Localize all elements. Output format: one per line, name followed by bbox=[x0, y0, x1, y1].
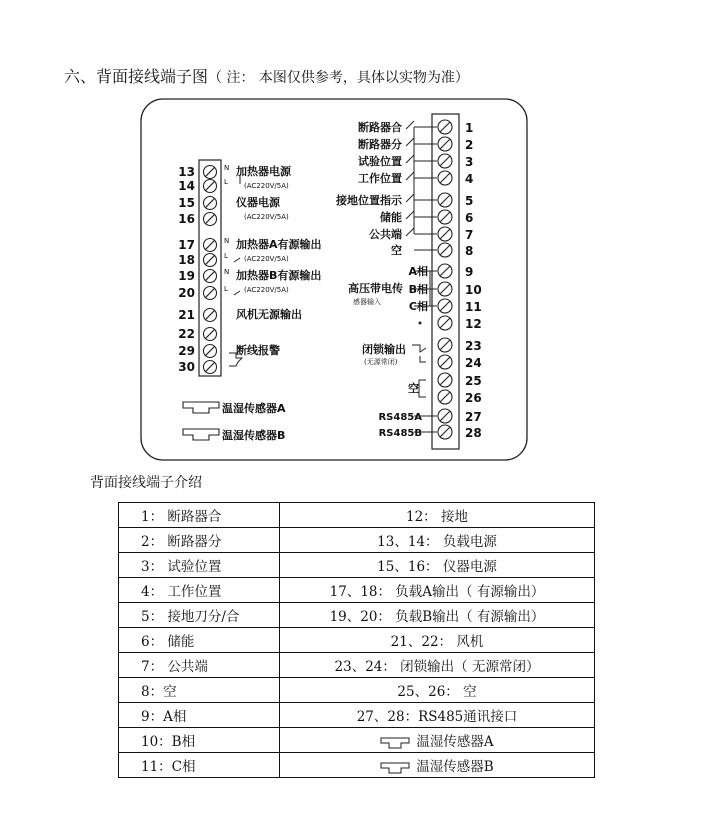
left-terminal-number: 16 bbox=[178, 212, 195, 226]
right-terminal-label: 工作位置 bbox=[358, 172, 402, 185]
hv-sensor-label: 高压带电传 bbox=[348, 282, 403, 295]
hv-sensor-sublabel: 感器输入 bbox=[353, 298, 381, 306]
terminal-function-cell bbox=[280, 753, 595, 778]
left-terminal-sublabel: (AC220V/5A) bbox=[244, 286, 289, 294]
pin-label: N bbox=[224, 164, 230, 172]
left-terminal-label: 断线报警 bbox=[236, 344, 280, 357]
contact-switch-icon bbox=[406, 172, 414, 180]
pin-label: L bbox=[224, 285, 228, 293]
terminal-function-cell bbox=[280, 603, 595, 628]
terminal-function-text: 17、18： 负载A输出（ 有源输出） bbox=[329, 584, 545, 600]
right-terminal-number: 26 bbox=[465, 391, 482, 405]
terminal-number-cell: 7： 公共端 bbox=[119, 653, 280, 678]
screw-slot-icon bbox=[440, 318, 450, 328]
table-row bbox=[119, 578, 595, 603]
right-terminal-number: 12 bbox=[465, 317, 482, 331]
screw-slot-icon bbox=[205, 362, 214, 371]
left-terminal-number: 14 bbox=[178, 179, 195, 193]
left-terminal-number: 13 bbox=[178, 165, 195, 179]
sensor-connector-icon bbox=[183, 429, 219, 440]
terminal-number-cell: 3： 试验位置 bbox=[119, 553, 280, 578]
lock-output-label: 闭锁输出 bbox=[362, 343, 406, 356]
pin-label: L bbox=[224, 252, 228, 260]
terminal-function-text: 27、28：RS485通讯接口 bbox=[356, 709, 518, 725]
left-terminal-number: 22 bbox=[178, 327, 195, 341]
contact-switch-icon bbox=[406, 121, 414, 129]
screw-slot-icon bbox=[205, 329, 214, 338]
screw-slot-icon bbox=[440, 122, 450, 132]
left-terminal-label: 加热器电源 bbox=[236, 165, 291, 178]
screw-slot-icon bbox=[205, 255, 214, 264]
screw-slot-icon bbox=[440, 375, 450, 385]
left-terminal-label: 加热器B有源输出 bbox=[236, 269, 322, 282]
pin-label: L bbox=[224, 178, 228, 186]
right-terminal-number: 6 bbox=[465, 211, 474, 225]
switch-glyph-icon bbox=[234, 291, 240, 295]
screw-slot-icon bbox=[440, 139, 450, 149]
sensor-connector-icon bbox=[183, 402, 219, 413]
screw-slot-icon bbox=[440, 245, 450, 255]
screw-slot-icon bbox=[205, 198, 214, 207]
terminal-function-cell bbox=[280, 653, 595, 678]
right-terminal-label: RS485A bbox=[378, 412, 422, 423]
right-terminal-label: B相 bbox=[408, 283, 428, 296]
terminal-function-text: 23、24： 闭锁输出（ 无源常闭） bbox=[334, 659, 540, 675]
empty-terminal-label: 空 bbox=[408, 382, 419, 395]
left-terminal-number: 30 bbox=[178, 360, 195, 374]
terminal-function-cell bbox=[280, 628, 595, 653]
screw-slot-icon bbox=[440, 411, 450, 421]
screw-slot-icon bbox=[440, 340, 450, 350]
screw-slot-icon bbox=[205, 346, 214, 355]
left-terminal-number: 15 bbox=[178, 196, 195, 210]
contact-switch-icon bbox=[406, 228, 414, 236]
table-row bbox=[119, 728, 595, 753]
screw-slot-icon bbox=[440, 301, 450, 311]
right-terminal-label: 储能 bbox=[380, 211, 402, 224]
left-terminal-number: 21 bbox=[178, 308, 195, 322]
right-terminal-number: 9 bbox=[465, 265, 474, 279]
terminal-function-cell bbox=[280, 578, 595, 603]
terminal-function-text: 温湿传感器B bbox=[416, 759, 494, 775]
terminal-function-text: 13、14： 负载电源 bbox=[377, 534, 497, 550]
contact-switch-icon bbox=[406, 211, 414, 219]
heading-main: 六、背面接线端子图 bbox=[64, 67, 209, 86]
terminal-number-cell: 1： 断路器合 bbox=[119, 503, 280, 528]
terminal-function-cell bbox=[280, 703, 595, 728]
right-terminal-number: 28 bbox=[465, 426, 482, 440]
left-terminal-sublabel: (AC220V/5A) bbox=[244, 182, 289, 190]
left-terminal-number: 29 bbox=[178, 344, 195, 358]
terminal-number-cell: 8：空 bbox=[119, 678, 280, 703]
terminal-function-cell bbox=[280, 528, 595, 553]
screw-slot-icon bbox=[440, 229, 450, 239]
left-terminal-number: 20 bbox=[178, 286, 195, 300]
terminal-number-cell: 5： 接地刀分/合 bbox=[119, 603, 280, 628]
right-terminal-number: 3 bbox=[465, 155, 474, 169]
terminal-function-text: 19、20： 负载B输出（ 有源输出） bbox=[329, 609, 545, 625]
screw-slot-icon bbox=[205, 288, 214, 297]
left-terminal-sublabel: (AC220V/5A) bbox=[244, 255, 289, 263]
terminal-function-text: 12： 接地 bbox=[406, 509, 468, 525]
right-terminal-label: 空 bbox=[391, 244, 402, 257]
left-terminal-number: 17 bbox=[178, 238, 195, 252]
screw-slot-icon bbox=[205, 214, 214, 223]
pin-label: N bbox=[224, 268, 230, 276]
table-title: 背面接线端子介绍 bbox=[90, 475, 202, 491]
lock-output-sublabel: (无源常闭) bbox=[364, 358, 398, 366]
right-terminal-number: 24 bbox=[465, 356, 482, 370]
terminal-number-cell: 6： 储能 bbox=[119, 628, 280, 653]
right-terminal-label: A相 bbox=[408, 265, 428, 278]
screw-slot-icon bbox=[205, 181, 214, 190]
terminal-function-text: 21、22： 风机 bbox=[390, 634, 484, 650]
screw-slot-icon bbox=[440, 266, 450, 276]
table-row bbox=[119, 503, 595, 528]
right-terminal-number: 23 bbox=[465, 339, 482, 353]
screw-slot-icon bbox=[440, 212, 450, 222]
right-terminal-number: 10 bbox=[465, 283, 482, 297]
right-terminal-number: 2 bbox=[465, 138, 474, 152]
left-terminals bbox=[178, 164, 321, 374]
terminal-function-text: 15、16： 仪器电源 bbox=[377, 559, 497, 575]
screw-slot-icon bbox=[440, 357, 450, 367]
terminal-function-text: 温湿传感器A bbox=[416, 734, 494, 750]
left-terminal-number: 18 bbox=[178, 253, 195, 267]
screw-slot-icon bbox=[440, 284, 450, 294]
ground-dot-icon bbox=[419, 322, 422, 325]
right-terminal-number: 8 bbox=[465, 244, 474, 258]
terminal-function-cell bbox=[280, 678, 595, 703]
terminal-number-cell: 2： 断路器分 bbox=[119, 528, 280, 553]
right-terminal-number: 5 bbox=[465, 194, 474, 208]
table-row bbox=[119, 528, 595, 553]
contact-switch-icon bbox=[406, 194, 414, 202]
terminal-number-cell: 4： 工作位置 bbox=[119, 578, 280, 603]
left-terminal-label: 加热器A有源输出 bbox=[236, 238, 322, 251]
right-terminal-number: 1 bbox=[465, 121, 474, 135]
table-row bbox=[119, 628, 595, 653]
screw-slot-icon bbox=[440, 392, 450, 402]
terminal-number-cell: 10：B相 bbox=[119, 728, 280, 753]
heading-note: （ 注： 本图仅供参考，具体以实物为准） bbox=[208, 70, 469, 86]
sensor-a-label: 温湿传感器A bbox=[222, 402, 286, 415]
screw-slot-icon bbox=[205, 271, 214, 280]
table-row bbox=[119, 703, 595, 728]
right-terminal-label: C相 bbox=[408, 300, 428, 313]
screw-slot-icon bbox=[440, 156, 450, 166]
table-row bbox=[119, 603, 595, 628]
contact-switch-icon bbox=[406, 155, 414, 163]
right-terminal-number: 11 bbox=[465, 300, 482, 314]
sensor-b-label: 温湿传感器B bbox=[222, 429, 286, 442]
screw-slot-icon bbox=[205, 167, 214, 176]
terminal-function-cell bbox=[280, 503, 595, 528]
table-row bbox=[119, 553, 595, 578]
left-terminal-number: 19 bbox=[178, 269, 195, 283]
right-terminal-label: 试验位置 bbox=[358, 155, 402, 168]
left-terminal-label: 风机无源输出 bbox=[236, 308, 302, 321]
left-terminal-label: 仪器电源 bbox=[236, 196, 280, 209]
terminal-table bbox=[118, 502, 595, 778]
screw-slot-icon bbox=[440, 427, 450, 437]
sensor-connector-icon bbox=[380, 737, 410, 749]
table-row bbox=[119, 678, 595, 703]
pin-label: N bbox=[224, 237, 230, 245]
right-terminal-label: RS485B bbox=[378, 428, 422, 439]
left-terminal-sublabel: (AC220V/5A) bbox=[244, 213, 289, 221]
screw-slot-icon bbox=[440, 173, 450, 183]
contact-switch-icon bbox=[406, 138, 414, 146]
right-terminal-label: 断路器合 bbox=[358, 121, 402, 134]
right-terminal-label: 断路器分 bbox=[358, 138, 402, 151]
right-terminal-number: 27 bbox=[465, 410, 482, 424]
terminal-function-text: 25、26： 空 bbox=[397, 684, 477, 700]
right-terminal-label: 接地位置指示 bbox=[336, 194, 402, 207]
right-terminal-number: 25 bbox=[465, 374, 482, 388]
screw-slot-icon bbox=[440, 195, 450, 205]
screw-slot-icon bbox=[205, 310, 214, 319]
table-row bbox=[119, 753, 595, 778]
lock-contact-icon bbox=[412, 345, 426, 362]
switch-glyph-icon bbox=[234, 258, 240, 262]
terminal-function-cell bbox=[280, 553, 595, 578]
right-terminal-label: 公共端 bbox=[369, 228, 402, 241]
right-terminal-number: 7 bbox=[465, 228, 474, 242]
bracket-line bbox=[419, 380, 426, 397]
screw-slot-icon bbox=[205, 240, 214, 249]
terminal-function-cell bbox=[280, 728, 595, 753]
table-row bbox=[119, 653, 595, 678]
terminal-number-cell: 9：A相 bbox=[119, 703, 280, 728]
sensor-connector-icon bbox=[380, 762, 410, 774]
right-terminal-number: 4 bbox=[465, 172, 474, 186]
terminal-number-cell: 11：C相 bbox=[119, 753, 280, 778]
